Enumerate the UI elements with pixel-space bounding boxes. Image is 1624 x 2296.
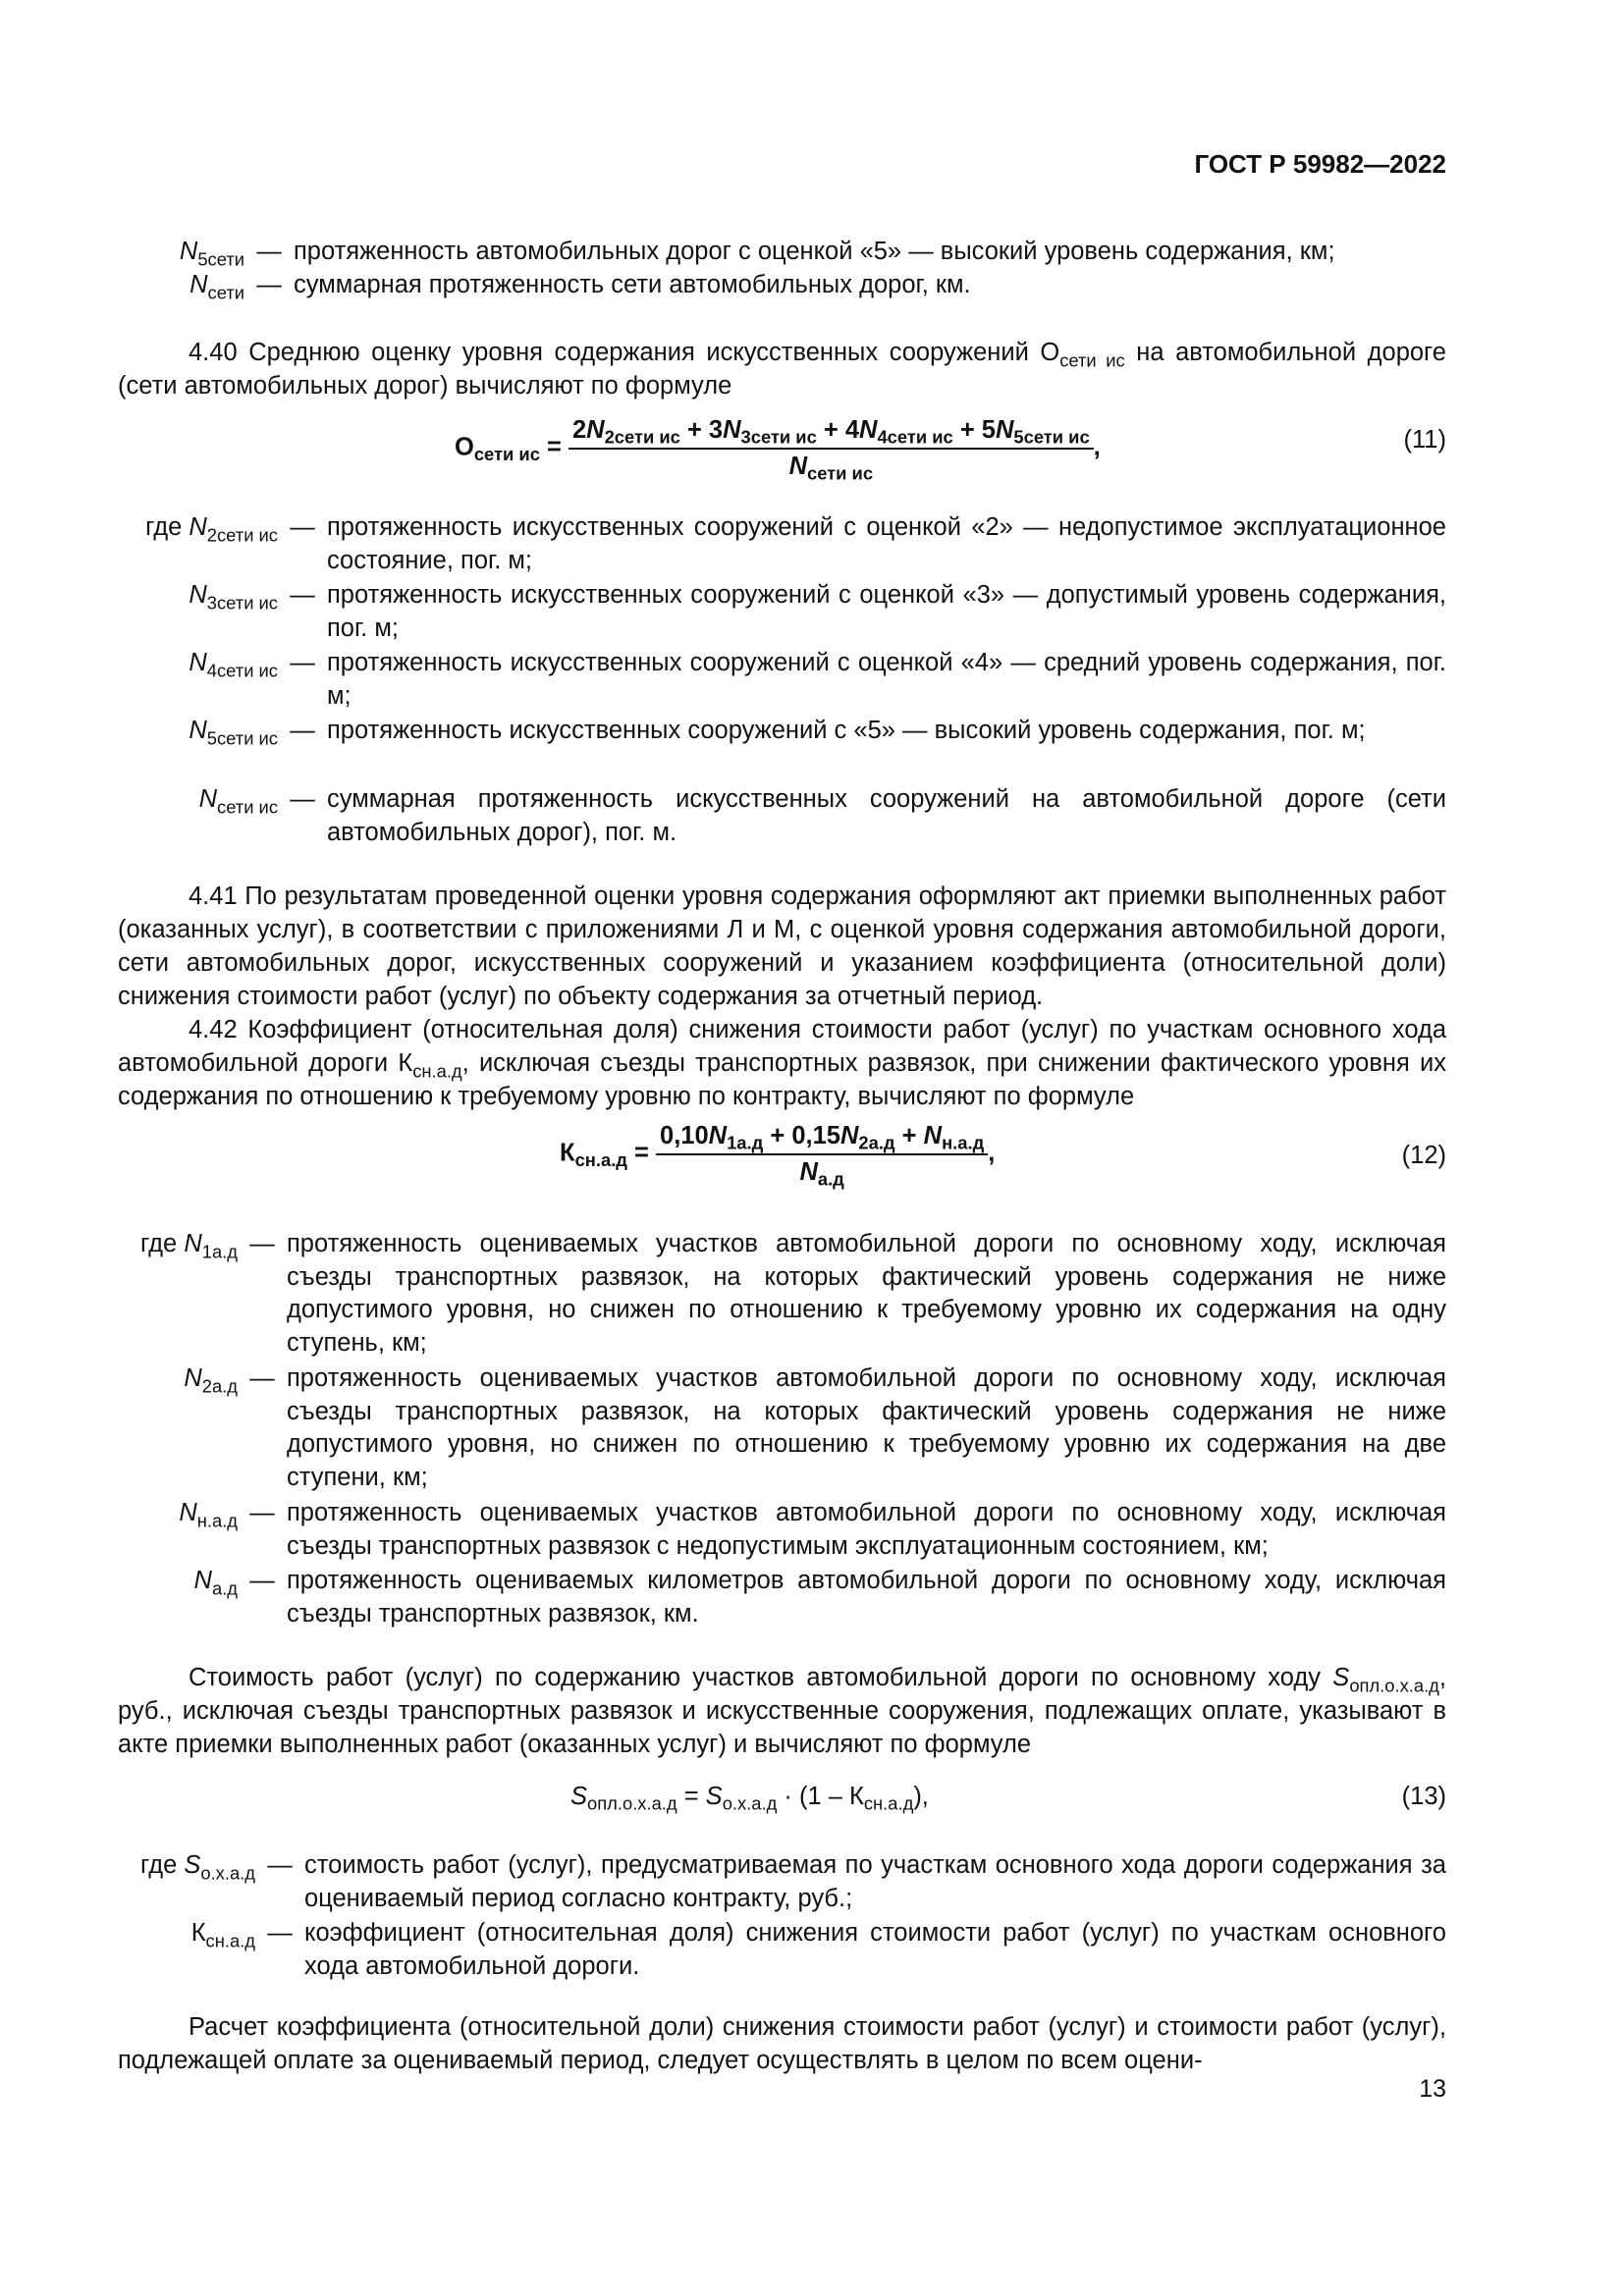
var-definition: $N_{5сети ис}$ — протяженность искусственных сооружений с «5» — высокий уровень содержания, пог. м; (189, 717, 1366, 749)
var-definition: $N_{а.д}$ — протяженность оцениваемых километров автомобильной дороги по основному ходу, исключая съезды транспортных развязок, км. (193, 1567, 1446, 1628)
formula-number-13: (13) (1401, 1783, 1446, 1810)
var-definition: $N_{3сети ис}$ — протяженность искусственных сооружений с оценкой «3» — допустимый уровень содержания, пог. м; (189, 581, 1446, 642)
paragraph-4-42: 4.42 Коэффициент (относительная доля) снижения стоимости работ (услуг) по участкам основного хода автомобильной дороги $К_{сн.а.д}$, исключая съезды транспортных развязок, при снижении фактического уровня их содержания по отношению к требуемому уровню по контракту, вычисляют по формуле (118, 1016, 1446, 1110)
var-definition: $N_{2а.д}$ — протяженность оцениваемых участков автомобильной дороги по основному ходу, исключая съезды транспортных развязок, на которых фактический уровень содержания не ниже допустимого уровня, но снижен по отношению к требуемому уровню их содержания на две ступени, км; (184, 1364, 1446, 1491)
formula-12: $К_{сн.а.д}$ = $\frac{0,10N_{1а.д} + 0,15N_{2а.д} + N_{н.а.д}}{N_{а.д}}$ , (560, 1122, 996, 1190)
paragraph-4-40: 4.40 Среднюю оценку уровня содержания искусственных сооружений $О_{сети ис}$ на автомобильной дороге (сети автомобильных дорог) вычисляют по формуле (118, 339, 1446, 400)
var-definition: $К_{сн.а.д}$ — коэффициент (относительная доля) снижения стоимости работ (услуг) по участкам основного хода автомобильной дороги. (190, 1919, 1446, 1980)
var-definition: где $S_{о.х.а.д}$ — стоимость работ (услуг), предусматриваемая по участкам основного хода дороги содержания за оцениваемый период согласно контракту, руб.; (140, 1851, 1446, 1912)
document-header: ГОСТ Р 59982—2022 (1194, 149, 1446, 179)
paragraph-4-41: 4.41 По результатам проведенной оценки уровня содержания оформляют акт приемки выполненных работ (оказанных услуг), в соответствии с приложениями Л и М, с оценкой уровня содержания автомобильной дороги, сети автомобильных дорог, искусственных сооружений и указанием коэффициента (относительной доли) снижения стоимости работ (услуг) по объекту содержания за отчетный период. (118, 882, 1446, 1010)
var-definition: где $N_{2сети ис}$ — протяженность искусственных сооружений с оценкой «2» — недопустимое эксплуатационное состояние, пог. м; (145, 513, 1446, 574)
formula-13: $S_{опл.о.х.а.д} = S_{о.х.а.д} \cdot (1 - К_{сн.а.д})$, (570, 1783, 929, 1814)
var-definition: $N_{н.а.д}$ — протяженность оцениваемых участков автомобильной дороги по основному ходу, исключая съезды транспортных развязок с недопустимым эксплуатационным состоянием, км; (179, 1499, 1446, 1560)
var-definition: $N_{4сети ис}$ — протяженность искусственных сооружений с оценкой «4» — средний уровень содержания, пог. м; (189, 649, 1446, 710)
formula-number-11: (11) (1403, 426, 1446, 454)
paragraph-cost: Стоимость работ (услуг) по содержанию участков автомобильной дороги по основному ходу $S_{опл.о.х.а.д}$, руб., исключая съезды транспортных развязок и искусственные сооружения, подлежащих оплате, указывают в акте приемки выполненных работ (оказанных услуг) и вычисляют по формуле (118, 1664, 1446, 1758)
page-number: 13 (1419, 2075, 1446, 2103)
var-definition: $N_{сети}$ — суммарная протяженность сети автомобильных дорог, км. (189, 271, 971, 303)
paragraph-last: Расчет коэффициента (относительной доли) снижения стоимости работ (услуг) и стоимости работ (услуг), подлежащей оплате за оцениваемый период, следует осуществлять в целом по всем оцени- (118, 2013, 1446, 2074)
formula-11: $О_{сети ис}$ = $\frac{2N_{2сети ис} + 3N_{3сети ис} + 4N_{4сети ис} + 5N_{5сети ис}}{N_{сети ис}}$ , (455, 416, 1101, 484)
var-definition: $N_{5сети}$ — протяженность автомобильных дорог с оценкой «5» — высокий уровень содержания, км; (179, 238, 1335, 270)
var-definition: $N_{сети ис}$ — суммарная протяженность искусственных сооружений на автомобильной дороге (сети автомобильных дорог), пог. м. (198, 785, 1446, 846)
formula-number-12: (12) (1401, 1142, 1446, 1169)
var-definition: где $N_{1а.д}$ — протяженность оцениваемых участков автомобильной дороги по основному ходу, исключая съезды транспортных развязок, на которых фактический уровень содержания не ниже допустимого уровня, но снижен по отношению к требуемому уровню их содержания на одну ступень, км; (140, 1230, 1446, 1357)
